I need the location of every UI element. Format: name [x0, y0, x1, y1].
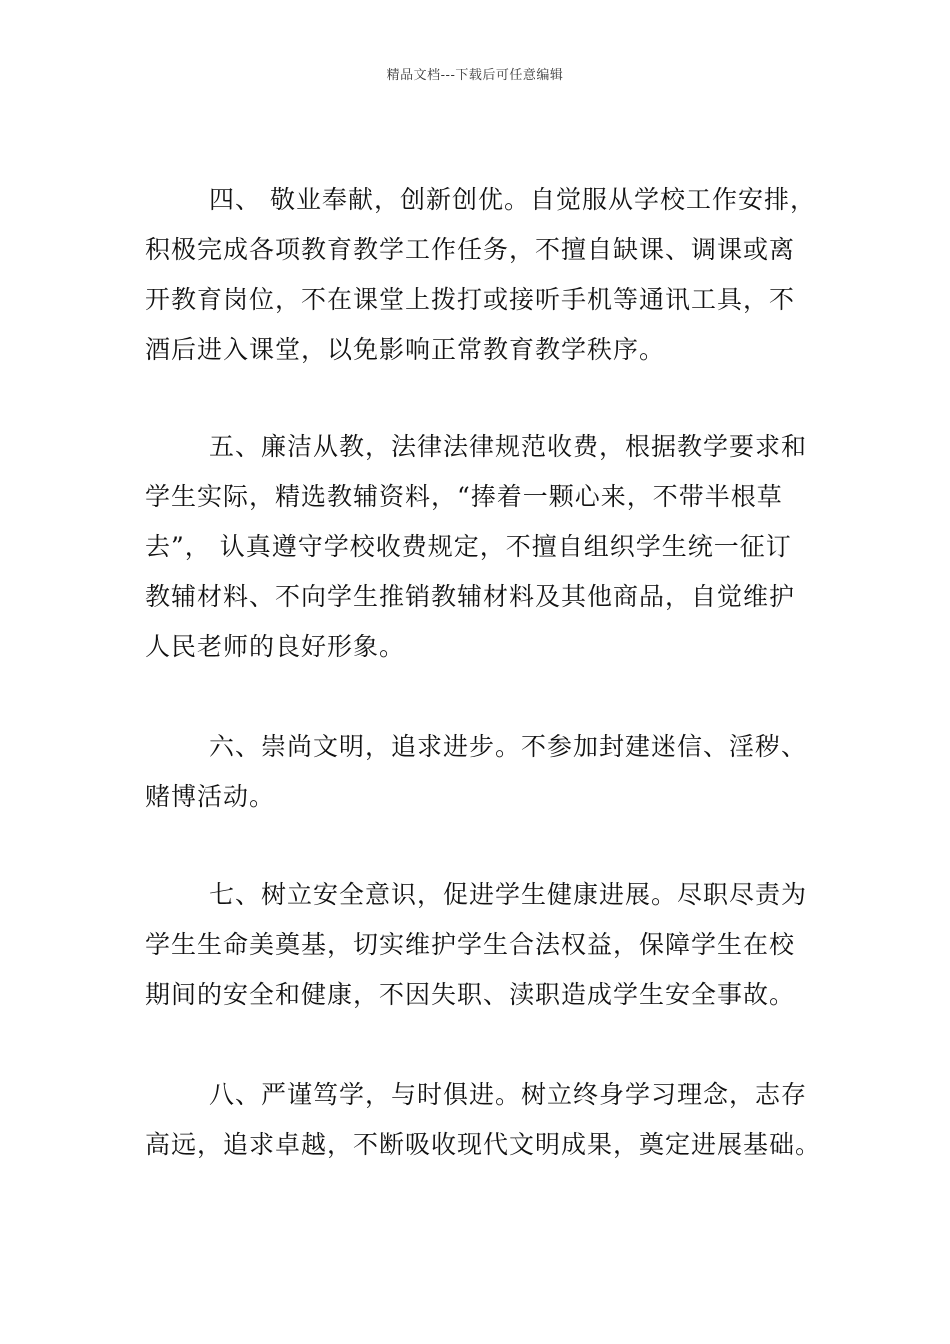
paragraph-seven: [145, 870, 835, 1020]
paragraph-line: 高远，追求卓越，不断吸收现代文明成果，奠定进展基础。: [145, 1130, 822, 1159]
paragraph-line: 四、 敬业奉献，创新创优。自觉服从学校工作安排，: [209, 185, 816, 214]
paragraph-four: [145, 175, 835, 375]
paragraph-line: 八、严谨笃学，与时俱进。树立终身学习理念，志存: [209, 1080, 808, 1109]
paragraph-line: 赌博活动。: [145, 782, 276, 811]
paragraph-line: 酒后进入课堂，以免影响正常教育教学秩序。: [145, 335, 666, 364]
paragraph-line: 积极完成各项教育教学工作任务，不擅自缺课、调课或离: [145, 235, 796, 264]
paragraph-five: [145, 422, 835, 672]
paragraph-six: [145, 722, 835, 822]
paragraph-line: 教辅材料、不向学生推销教辅材料及其他商品，自觉维护: [145, 582, 796, 611]
paragraph-line: 去”， 认真遵守学校收费规定，不擅自组织学生统一征订: [145, 532, 792, 561]
paragraph-line: 学生生命美奠基，切实维护学生合法权益，保障学生在校: [145, 930, 796, 959]
paragraph-eight: [145, 1070, 835, 1170]
paragraph-line: 开教育岗位，不在课堂上拨打或接听手机等通讯工具，不: [145, 285, 796, 314]
paragraph-line: 六、崇尚文明，追求进步。不参加封建迷信、淫秽、: [209, 732, 808, 761]
paragraph-line: 五、廉洁从教，法律法律规范收费，根据教学要求和: [209, 432, 808, 461]
paragraph-line: 七、树立安全意识，促进学生健康进展。尽职尽责为: [209, 880, 808, 909]
page-header: 精品文档---下载后可任意编辑: [386, 68, 564, 83]
paragraph-line: 期间的安全和健康，不因失职、渎职造成学生安全事故。: [145, 980, 796, 1009]
paragraph-line: 学生实际，精选教辅资料，“捧着一颗心来，不带半根草: [145, 482, 783, 511]
paragraph-line: 人民老师的良好形象。: [145, 632, 406, 661]
